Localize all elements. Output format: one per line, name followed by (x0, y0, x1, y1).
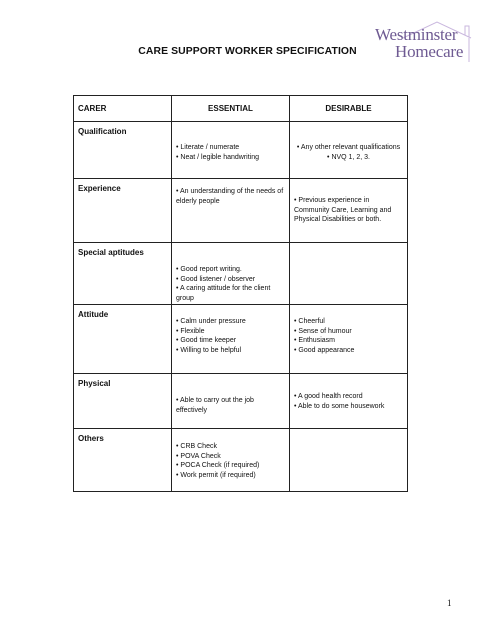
list-item: • NVQ 1, 2, 3. (294, 153, 403, 163)
list-item: • Any other relevant qualifications (294, 143, 403, 153)
list-item: • Willing to be helpful (176, 346, 285, 356)
essential-cell (172, 179, 290, 243)
row-label-qualification: Qualification (74, 122, 172, 179)
essential-cell (172, 243, 290, 305)
essential-cell (172, 122, 290, 179)
table-row (74, 179, 408, 243)
essential-cell (172, 305, 290, 374)
table-row (74, 122, 408, 179)
essential-cell (172, 429, 290, 492)
page-number: 1 (447, 598, 452, 608)
table-row (74, 305, 408, 374)
table-header-row (74, 96, 408, 122)
list-item: • Good time keeper (176, 336, 285, 346)
list-item: • Enthusiasm (294, 336, 403, 346)
row-label-attitude: Attitude (74, 305, 172, 374)
row-label-others: Others (74, 429, 172, 492)
list-item: • POVA Check (176, 452, 285, 462)
list-item: • Sense of humour (294, 327, 403, 337)
list-item: • Good listener / observer (176, 275, 285, 285)
header-carer: CARER (74, 96, 172, 122)
list-item: • POCA Check (if required) (176, 461, 285, 471)
desirable-cell (290, 305, 408, 374)
list-item: • Calm under pressure (176, 317, 285, 327)
table-row (74, 429, 408, 492)
desirable-cell (290, 179, 408, 243)
logo-line2: Homecare (395, 42, 464, 61)
list-item: • CRB Check (176, 442, 285, 452)
list-item: • A caring attitude for the client group (176, 284, 285, 303)
table-row (74, 374, 408, 429)
list-item: • Good report writing. (176, 265, 285, 275)
list-item: • Able to carry out the job effectively (176, 396, 285, 415)
list-item: • Previous experience in Community Care, Learning and Physical Disabilities or both. (294, 196, 403, 225)
list-item: • Work permit (if required) (176, 471, 285, 481)
row-label-special-aptitudes: Special aptitudes (74, 243, 172, 305)
logo-line1: Westminster (375, 25, 458, 44)
header-desirable: DESIRABLE (290, 96, 408, 122)
desirable-cell (290, 122, 408, 179)
list-item: • A good health record (294, 392, 403, 402)
desirable-cell (290, 429, 408, 492)
desirable-cell (290, 374, 408, 429)
list-item: • Literate / numerate (176, 143, 285, 153)
desirable-cell (290, 243, 408, 305)
list-item: • Cheerful (294, 317, 403, 327)
page-title: CARE SUPPORT WORKER SPECIFICATION (138, 46, 357, 57)
list-item: • An understanding of the needs of elderly people (176, 187, 285, 206)
row-label-physical: Physical (74, 374, 172, 429)
table-row (74, 243, 408, 305)
list-item: • Neat / legible handwriting (176, 153, 285, 163)
list-item: • Flexible (176, 327, 285, 337)
essential-cell (172, 374, 290, 429)
list-item: • Good appearance (294, 346, 403, 356)
header-essential: ESSENTIAL (172, 96, 290, 122)
list-item: • Able to do some housework (294, 402, 403, 412)
row-label-experience: Experience (74, 179, 172, 243)
specification-table (73, 95, 408, 492)
